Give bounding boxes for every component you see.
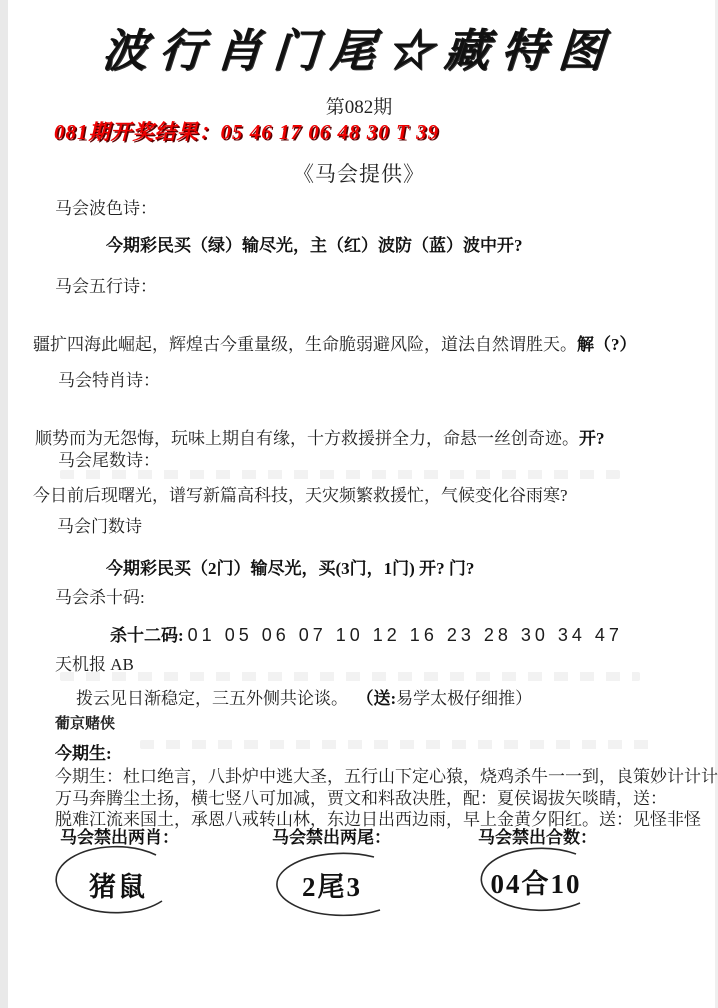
forbidden-label-shengxiao: 马会禁出两肖： [60, 828, 179, 847]
sha12-row [110, 621, 623, 646]
forbidden-label-wei: 马会禁出两尾： [272, 828, 391, 847]
forbidden-value-shengxiao: 猪鼠 [89, 871, 147, 902]
section-label-wuxing: 马会五行诗： [55, 277, 157, 296]
ghost-print-row [140, 740, 660, 749]
section-label-texiao: 马会特肖诗： [58, 371, 160, 390]
section-label-sha10: 马会杀十码: [55, 588, 145, 607]
pujing-line-2: 万马奔腾尘土扬，横七竖八可加减，贾文和料敌决胜，配：夏侯谒拔矢啖睛，送： [55, 789, 667, 808]
texiao-answer: 开? [579, 429, 605, 448]
bose-poem: 今期彩民买（绿）输尽光，主（红）波防（蓝）波中开? [106, 236, 523, 255]
section-label-menshu: 马会门数诗 [57, 517, 142, 536]
tianji-gift-text: 易学太极仔细推） [396, 689, 533, 708]
forbidden-oval-shengxiao [50, 845, 186, 927]
sha12-numbers: 01 05 06 07 10 12 16 23 28 30 34 47 [187, 625, 623, 645]
pujing-line-1: 今期生：杜口绝言，八卦炉中逃大圣，五行山下定心猿，烧鸡杀牛一一到，良策妙计计计 [55, 767, 718, 786]
section-label-bose: 马会波色诗： [55, 199, 157, 218]
wuxing-poem-text: 疆扩四海此崛起，辉煌古今重量级，生命脆弱避风险，道法自然谓胜天。 [33, 335, 577, 354]
tianji-poem [76, 684, 532, 709]
provider-line: 《马会提供》 [293, 162, 425, 186]
ghost-print-row [60, 672, 640, 681]
section-label-pujing: 葡京赌侠 [55, 716, 116, 732]
page-title: 波行肖门尾☆藏特图 [100, 26, 617, 76]
pujing-subtitle: 今期生: [55, 744, 112, 763]
menshu-poem: 今期彩民买（2门）输尽光，买(3门，1门) 开? 门? [106, 559, 475, 578]
issue-number: 第082期 [325, 97, 393, 118]
tianji-gift-label: （送: [356, 689, 397, 708]
forbidden-value-wei: 2尾3 [302, 871, 362, 902]
wuxing-poem [33, 330, 637, 355]
pujing-line-3: 脱难江流来国土，承恩八戒转山林，东边日出西边雨，早上金黄夕阳红。送：见怪非怪 [55, 810, 701, 829]
section-label-tianji: 天机报 AB [55, 655, 134, 674]
section-label-weishu: 马会尾数诗： [58, 451, 160, 470]
ghost-print-row [60, 470, 620, 479]
page-left-margin [0, 0, 8, 1008]
forbidden-label-heshu: 马会禁出合数： [478, 828, 597, 847]
forbidden-oval-heshu [468, 845, 604, 921]
forbidden-oval-wei [258, 848, 406, 924]
texiao-poem-text: 顺势而为无怨悔，玩味上期自有缘，十方救援拼全力，命悬一丝创奇迹。 [35, 429, 579, 448]
tianji-poem-text: 拨云见日渐稳定，三五外侧共论谈。 [76, 689, 348, 708]
sha12-label: 杀十二码: [110, 626, 184, 645]
forbidden-value-heshu: 04合10 [490, 868, 582, 899]
previous-draw-result: 081期开奖结果：05 46 17 06 48 30 T 39 [54, 120, 440, 144]
weishu-poem: 今日前后现曙光，谱写新篇高科技，天灾频繁救援忙，气候变化谷雨寒? [33, 486, 568, 505]
wuxing-answer: 解（?） [577, 335, 637, 354]
